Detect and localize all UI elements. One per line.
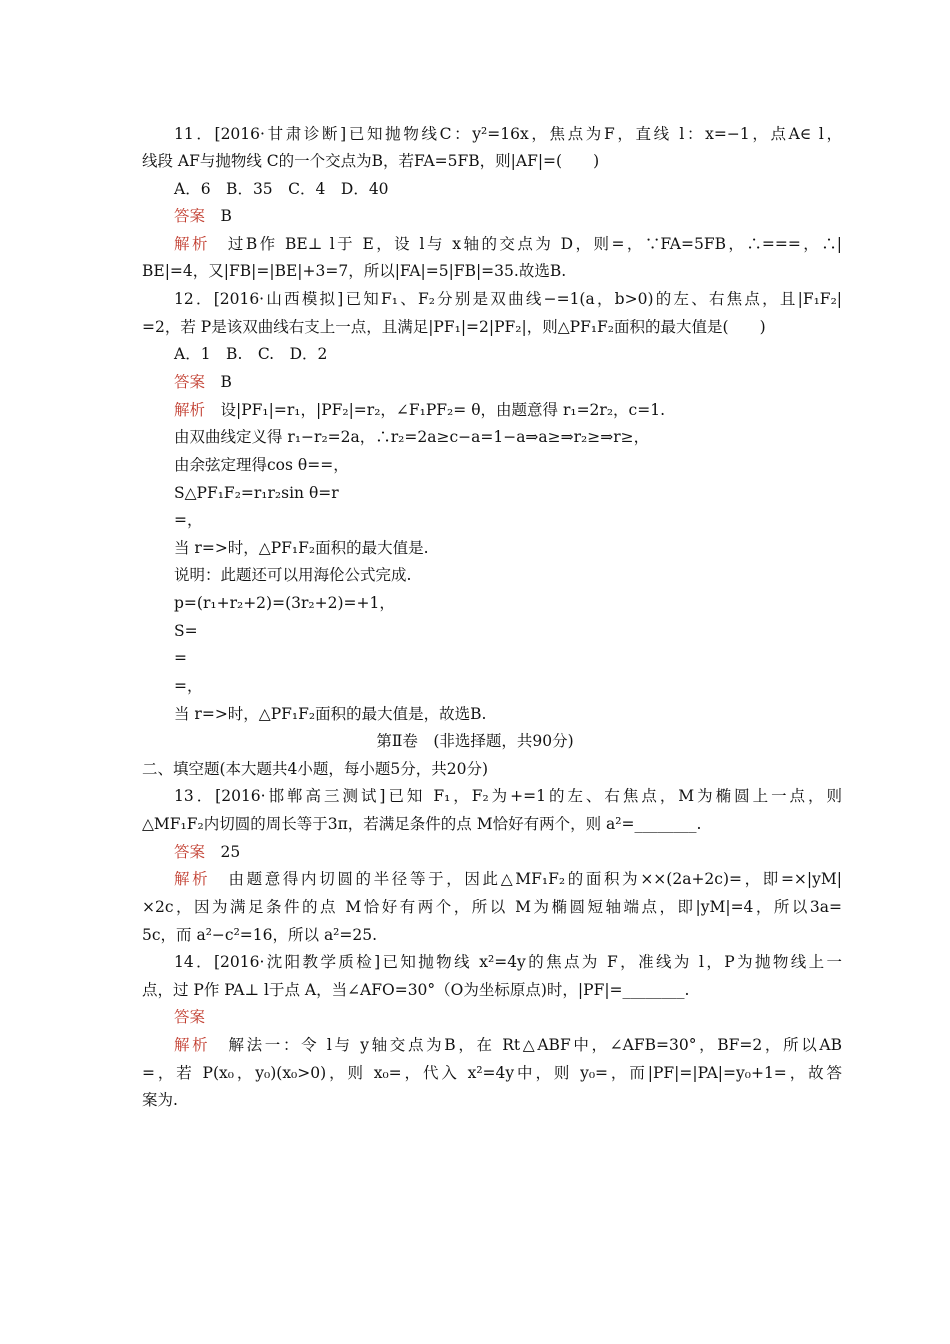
problem-14-line-2: 点，过 P作 PA⊥ l于点 A，当∠AFO=30°（O为坐标原点)时，|PF|=________. [142,981,690,999]
problem-12-note: 说明：此题还可以用海伦公式完成. [174,566,412,584]
section-heading: 二、填空题(本大题共4小题，每小题5分，共20分) [142,760,489,778]
problem-12-analysis-line-3: 由余弦定理得cos θ==， [174,456,349,474]
problem-11-line-1: 11．[2016·甘肃诊断]已知抛物线C：y²=16x，焦点为F，直线 l：x=−1，点A∈ l， [174,125,842,143]
analysis-text: 设|PF₁|=r₁，|PF₂|=r₂，∠F₁PF₂= θ，由题意得 r₁=2r₂，c=1. [205,401,665,419]
problem-12-analysis-line-2: 由双曲线定义得 r₁−r₂=2a，∴r₂=2a≥c−a=1−a⇒a≥⇒r₂≥⇒r≥， [174,428,650,446]
answer-value: B [205,373,232,391]
problem-13-line-1: 13．[2016·邯郸高三测试]已知 F₁，F₂为+=1的左、右焦点，M为椭圆上一点，则 [174,787,842,805]
problem-12-options: A．1 B. C. D．2 [174,345,328,363]
problem-12-answer [174,372,232,392]
analysis-heading: 解析 [174,401,206,419]
problem-14-line-1: 14．[2016·沈阳教学质检]已知抛物线 x²=4y的焦点为 F，准线为 l，P为抛物线上一 [174,953,842,971]
answer-heading: 答案 [174,1008,206,1026]
problem-11-line-2: 线段 AF与抛物线 C的一个交点为B，若FA=5FB，则|AF|=( ) [142,152,600,170]
problem-12-analysis-line-6: 当 r=>时，△PF₁F₂面积的最大值是. [174,539,429,557]
problem-11-analysis-line-1 [174,234,842,254]
answer-heading: 答案 [174,373,206,391]
answer-value: B [205,207,232,225]
problem-12-analysis-line-1 [174,400,665,420]
problem-12-line-1: 12．[2016·山西模拟]已知F₁、F₂分别是双曲线−=1(a，b>0)的左、右焦点，且|F₁F₂| [174,290,842,308]
problem-12-analysis-line-4: S△PF₁F₂=r₁r₂sin θ=r [174,484,339,502]
problem-13-analysis-line-2: ×2c，因为满足条件的点 M恰好有两个，所以 M为椭圆短轴端点，即|yM|=4，所以3a= [142,898,842,916]
problem-14-analysis-line-1 [174,1035,842,1055]
answer-heading: 答案 [174,843,206,861]
problem-12-analysis-line-8: p=(r₁+r₂+2)=(3r₂+2)=+1， [174,594,395,612]
analysis-text: 过B作 BE⊥ l于 E，设 l与 x轴的交点为 D，则=，∵FA=5FB，∴===，∴| [209,235,842,253]
problem-12-analysis-line-11: =， [174,677,203,695]
problem-11-options: A．6 B．35 C．4 D．40 [174,180,389,198]
analysis-text: 解法一：令 l与 y轴交点为B，在 Rt△ABF中，∠AFB=30°，BF=2，所以AB [210,1036,842,1054]
problem-12-analysis-line-12: 当 r=>时，△PF₁F₂面积的最大值是，故选B. [174,705,487,723]
problem-13-analysis-line-1 [174,869,842,889]
problem-12-analysis-line-5: =， [174,511,203,529]
problem-13-line-2: △MF₁F₂内切圆的周长等于3π，若满足条件的点 M恰好有两个，则 a²=________. [142,815,702,833]
analysis-heading: 解析 [174,235,210,253]
problem-12-analysis-line-10: = [174,649,187,667]
problem-14-answer [174,1007,205,1027]
answer-heading: 答案 [174,207,206,225]
problem-14-analysis-line-3: 案为. [142,1091,178,1109]
problem-12-line-2: =2，若 P是该双曲线右支上一点，且满足|PF₁|=2|PF₂|，则△PF₁F₂面积的最大值是( ) [142,318,766,336]
analysis-heading: 解析 [174,1036,211,1054]
problem-13-analysis-line-3: 5c，而 a²−c²=16，所以 a²=25. [142,926,378,944]
problem-12-analysis-line-9: S= [174,622,198,640]
problem-11-analysis-line-2: BE|=4，又|FB|=|BE|+3=7，所以|FA|=5|FB|=35.故选B. [142,262,567,280]
section-title: 第Ⅱ卷 (非选择题，共90分) [376,732,574,750]
problem-14-analysis-line-2: =，若 P(x₀，y₀)(x₀>0)，则 x₀=，代入 x²=4y中，则 y₀=，而|PF|=|PA|=y₀+1=，故答 [142,1064,842,1082]
problem-11-answer [174,206,232,226]
analysis-heading: 解析 [174,870,211,888]
answer-value: 25 [205,843,241,861]
problem-13-answer [174,842,240,862]
analysis-text: 由题意得内切圆的半径等于，因此△MF₁F₂的面积为××(2a+2c)=，即=×|yM| [210,870,842,888]
